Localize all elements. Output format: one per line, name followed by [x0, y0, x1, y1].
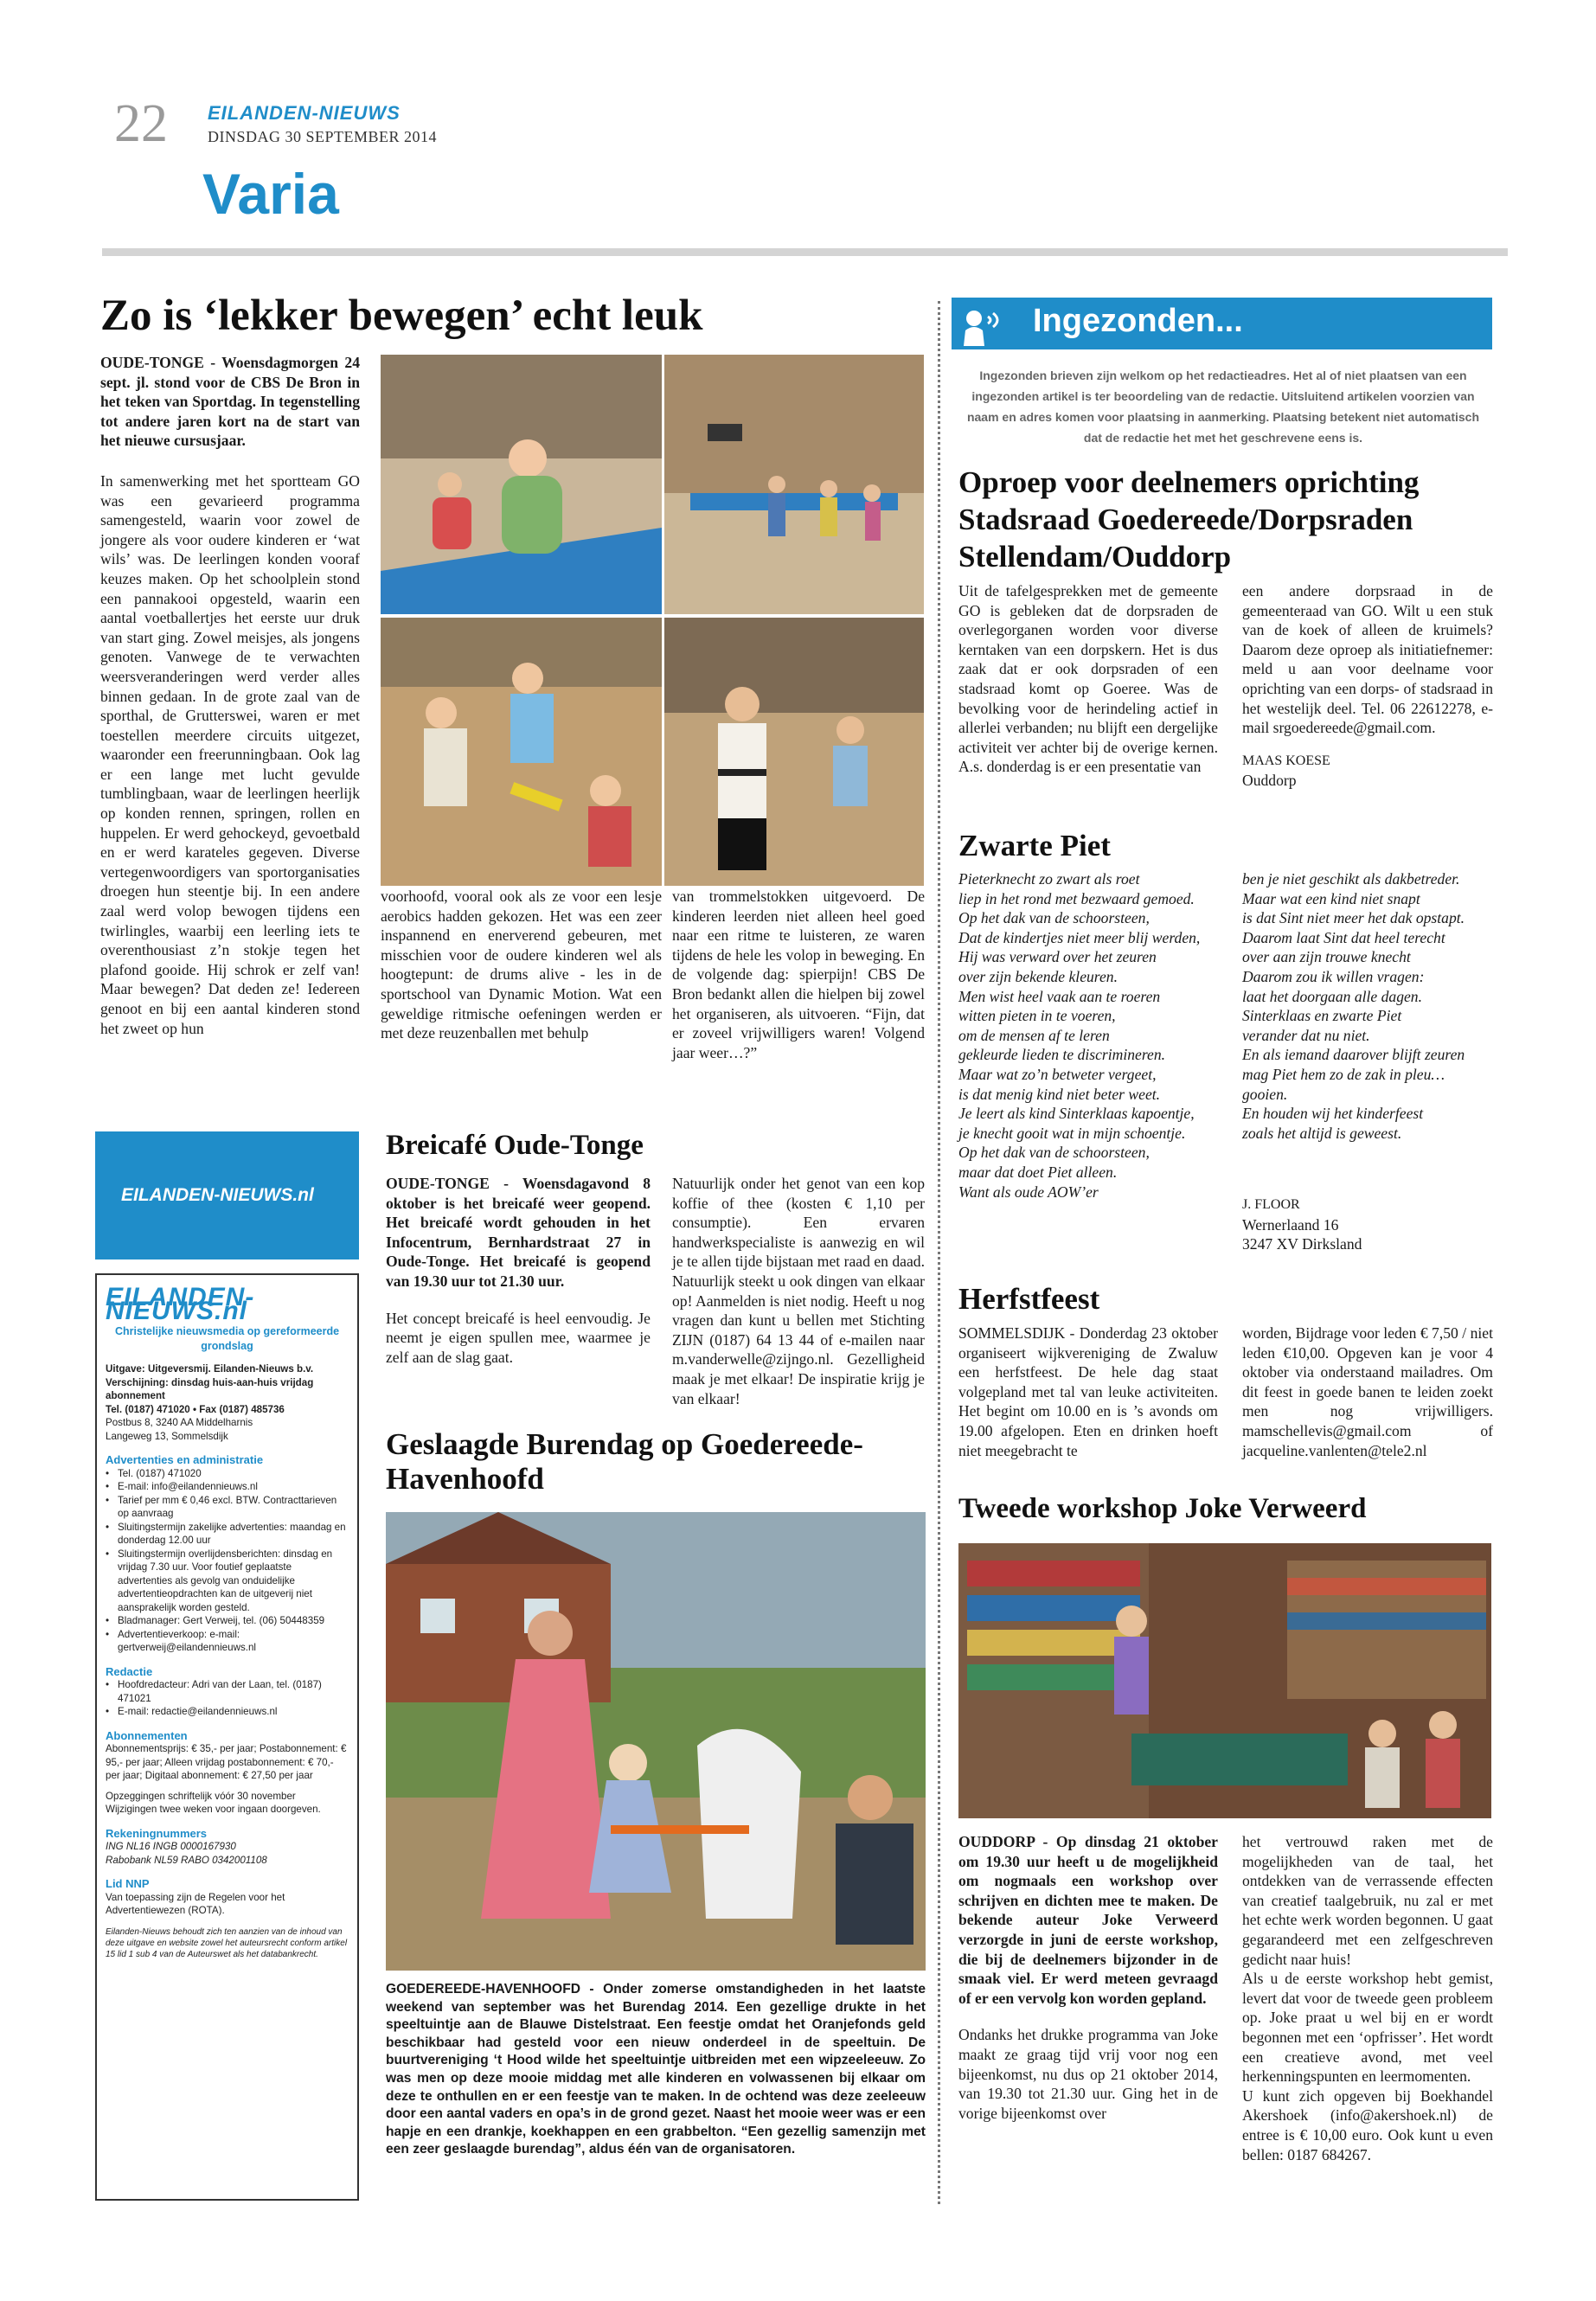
colophon-masthead: EILANDEN-NIEUWS.nl — [106, 1283, 255, 1325]
colophon-logo-text: EILANDEN-NIEUWS.nl — [121, 1185, 314, 1205]
header-rule — [102, 248, 1508, 256]
oproep-headline: Oproep voor deelnemers oprichting Stadsraad Goedereede/Dorpsraden Stellendam/Ouddorp — [958, 465, 1420, 574]
colophon-tagline: Christelijke nieuwsmedia op gereformeerde grondslag — [114, 1325, 340, 1352]
piet-street: Wernerlaand 16 — [1242, 1215, 1339, 1234]
colophon-adv-item: • E-mail: info@eilandennieuws.nl — [106, 1480, 349, 1494]
paper-logo: EILANDEN-NIEUWS — [208, 102, 401, 124]
oproep-place: Ouddorp — [1242, 772, 1297, 790]
sport-column-1 — [100, 353, 360, 1038]
burendag-photo — [386, 1512, 926, 1971]
colophon-adv-item: • Bladmanager: Gert Verweij, tel. (06) 50448359 — [106, 1614, 349, 1628]
sport-photo-freerunning — [664, 355, 924, 614]
workshop-headline: Tweede workshop Joke Verweerd — [958, 1493, 1367, 1524]
megaphone-icon — [958, 306, 1010, 346]
workshop-column-2: het vertrouwd raken met de mogelijkheden van de taal, het ontdekken van de verrassende effecten van creatief taalgebruik, nu zal er met het echte werk worden begonnen. U gaat gegarandeerd met een zelfgeschreven gedicht naar huis! Als u de eerste workshop hebt gemist, levert dat voor de tweede geen probleem op. Joke praat u wel bij en er wordt begonnen met een ‘opfrisser’. Het wordt een creatieve avond, met veel herkenningspunten en leermomenten. U kunt zich opgeven bij Boekhandel Akershoek (info@akershoek.nl) de entree is € 10,00 euro. Ook kunt u even bellen: 0187 684267. — [1242, 1833, 1493, 2163]
colophon-heading-abonnementen: Abonnementen — [106, 1728, 188, 1742]
colophon-adv-item: • Tel. (0187) 471020 — [106, 1467, 349, 1481]
colophon-red-item: • Hoofdredacteur: Adri van der Laan, tel. (0187) 471021 — [106, 1678, 349, 1705]
publication-date: DINSDAG 30 SEPTEMBER 2014 — [208, 128, 438, 145]
oproep-body-2: een andere dorpsraad in de gemeenteraad van GO. Wilt u een stuk van de koek of alleen de kruimels? Daarom deze oproep als initiatiefnemer: meld u aan voor deelname voor oprichting van een dorps- of stadsraad in het westelijk deel. Tel. 06 22612278, e-mail srgoedereede@gmail.com. — [1242, 582, 1493, 737]
workshop-photo — [958, 1543, 1491, 1818]
breicafe-lead: OUDE-TONGE - Woensdagavond 8 oktober is het breicafé weer geopend. Het breicafé wordt gehouden in het Infocentrum, Bernhardstraat 27 in Oude-Tonge. Het breicafé is geopend van 19.30 uur tot 21.30 uur. — [386, 1175, 651, 1290]
burendag-headline: Geslaagde Burendag op Goedereede-Havenhoofd — [386, 1427, 863, 1497]
sport-photo-karate — [664, 618, 924, 886]
colophon-adv-item: • Sluitingstermijn zakelijke advertenties: maandag en donderdag 12.00 uur — [106, 1521, 349, 1548]
colophon-adres: Langeweg 13, Sommelsdijk — [106, 1430, 228, 1442]
breicafe-column-2: Natuurlijk onder het genot van een kop koffie of thee (kosten € 1,10 per consumptie). Een ervaren handwerkspecialiste is aanwezig en wil je te allen tijde bijstaan met raad en daad. Natuurlijk steekt u ook dingen van elkaar op! Aanmelden is niet nodig. Heeft u nog vragen dan kunt u bellen met Stichting ZIJN (0187) 64 13 44 of e-mailen naar m.vanderwelle@zijngo.nl. Gezelligheid maak je met elkaar! De inspiratie krijg je van elkaar! — [672, 1175, 925, 1407]
piet-signature — [1242, 1195, 1493, 1254]
colophon-adv-item: • Advertentieverkoop: e-mail: gertverweij@eilandennieuws.nl — [106, 1628, 349, 1655]
oproep-column-1: Uit de tafelgesprekken met de gemeente GO is gebleken dat de dorpsraden de overlegorganen worden voor diverse kerntaken van een dorpskern. Het is dus zaak dat er ook dorpsraden of een stadsraad komt op Goeree. Was de bevolking voor de herindeling actief in allerlei verbanden; nu blijft een dergelijke activiteit ver achter bij de overige kernen. A.s. donderdag is er een presentatie van — [958, 582, 1218, 776]
colophon-adv-item: • Tarief per mm € 0,46 excl. BTW. Contracttarieven op aanvraag — [106, 1494, 349, 1521]
piet-author: J. FLOOR — [1242, 1197, 1300, 1212]
oproep-column-2 — [1242, 581, 1493, 791]
piet-headline: Zwarte Piet — [958, 829, 1111, 862]
sport-headline: Zo is ‘lekker bewegen’ echt leuk — [100, 292, 703, 340]
workshop-body-1: Ondanks het drukke programma van Joke maakt ze graag tijd vrij voor nog een bijeenkomst, nu dus op 21 oktober 2014, van 19.30 tot 21.30 uur. Ging het in de vorige bijeenkomst over — [958, 2026, 1218, 2122]
column-divider — [938, 301, 940, 2204]
piet-city: 3247 XV Dirksland — [1242, 1235, 1362, 1253]
workshop-lead: OUDDORP - Op dinsdag 21 oktober om 19.30 uur heeft u de mogelijkheid om nogmaals een workshop over schrijven en dichten mee te maken. De bekende auteur Joke Verweerd verzorgde in juni de eerste workshop, die bij de deelnemers bijzonder in de smaak viel. Er werd meteen gevraagd of er een vervolg kon worden gepland. — [958, 1833, 1218, 2007]
burendag-body: GOEDEREEDE-HAVENHOOFD - Onder zomerse omstandigheden in het laatste weekend van september was het Burendag 2014. Een gezellige drukte in het speeltuintje aan de Blauwe Distelstraat. Een feestje omdat het Oranjefonds geld beschikbaar had gesteld voor een nieuw onderdeel in de speeltuin. De buurtvereniging ‘t Hood wilde het speeltuintje uitbreiden met een wipzeeleeuw. Zo was men op deze mooie middag met alle kinderen en volwassenen bij elkaar om deze te onthullen en er een feestje van te maken. In de ochtend was deze zeeleeuw door een aantal vaders en opa’s in de grond gezet. Naast het mooie weer was er een hapje en een drankje, koekhappen en een grabbelton. “Een gezellig samenzijn met een zeer geslaagde burendag”, aldus één van de organisatoren. — [386, 1982, 926, 2157]
sport-photo-hockey — [381, 618, 662, 886]
colophon-nnp: Van toepassing zijn de Regelen voor het Advertentiewezen (ROTA). — [106, 1891, 285, 1916]
colophon-heading-nnp: Lid NNP — [106, 1877, 150, 1890]
colophon-heading-advertenties: Advertenties en administratie — [106, 1453, 264, 1466]
colophon-red-item: • E-mail: redactie@eilandennieuws.nl — [106, 1705, 349, 1719]
sport-body-1: In samenwerking met het sportteam GO was een gevarieerd programma samengesteld, waarin voor zowel de jongere als voor oudere kinderen er ‘wat wils’ was. De leerlingen konden vooraf keuzes maken. Op het schoolplein stond een pannakooi opgesteld, waarin een aantal voetballertjes het eerste uur druk van start ging. Zowel meisjes, als jongens genoten. Vanwege de te verwachten weersveranderingen werd verder alles binnen gedaan. In de grote zaal van de sporthal, de Grutterswei, waren er met toestellen meerdere circuits uitgezet, waaronder een freerunningbaan. Ook lag er een lange met lucht gevulde tumblingbaan, waar de leerlingen heerlijk op konden rennen, springen, rollen en huppelen. Er werd gehockeyd, gevoetbald en er werd karateles gegeven. Diverse vertegenwoordigers van sportorganisaties droegen hun steentje bij. In een andere zaal werd volop bewogen tijdens een twirlingles, waarbij een leerling iets te overenthousiast z’n stokje tegen het plafond gooide. Hij schrok er zelf van! Maar bewegen? Dat deden ze! Iedereen genoot en bij een aantal kinderen stond het zweet op hun — [100, 471, 360, 1037]
colophon-uitgave: Uitgave: Uitgeversmij. Eilanden-Nieuws b.v. — [106, 1363, 314, 1375]
page-number: 22 — [114, 94, 168, 153]
colophon-small-print: Eilanden-Nieuws behoudt zich ten aanzien van de inhoud van deze uitgave en website zowel het auteursrecht conform artikel 15 lid 1 sub 4 van de Auteurswet als het databankrecht. — [106, 1926, 348, 1959]
ingezonden-intro: Ingezonden brieven zijn welkom op het redactieadres. Het al of niet plaatsen van een ingezonden artikel is ter beoordeling van de redactie. Uitsluitend artikelen voorzien van naam en adres komen voor plaatsing in aanmerking. Plaatsing betekent niet automatisch dat de redactie het met het geschrevene eens is. — [966, 369, 1480, 445]
piet-poem-1: Pieterknecht zo zwart als roet liep in het rond met bezwaard gemoed. Op het dak van de schoorsteen, Dat de kindertjes niet meer blij werden, Hij was verward over het zeuren over zijn bekende kleuren. Men wist heel vaak aan te roeren witten pieten in te voeren, om de mensen af te leren gekleurde lieden te discrimineren. Maar wat zo’n betweter vergeet, is dat menig kind niet beter weet. Je leert als kind Sinterklaas kapoentje, je knecht gooit wat in mijn schoentje. Op het dak van de schoorsteen, maar dat doet Piet alleen. Want als oude AOW’er — [958, 870, 1201, 1201]
colophon-heading-rekening: Rekeningnummers — [106, 1826, 208, 1840]
colophon-abo: Abonnementsprijs: € 35,- per jaar; Postabonnement: € 95,- per jaar; Alleen vrijdag postabonnement: € 70,- per jaar; Digitaal abonnement: € 27,50 per jaar — [106, 1743, 347, 1781]
colophon-rek-2: Rabobank NL59 RABO 0342001108 — [106, 1854, 267, 1866]
colophon-rek-1: ING NL16 INGB 0000167930 — [106, 1841, 236, 1852]
breicafe-headline: Breicafé Oude-Tonge — [386, 1130, 644, 1161]
sport-column-2: voorhoofd, vooral ook als ze voor een lesje aerobics hadden gekozen. Het was een zeer inspannend en enerverend gebeuren, met misschien voor de oudere kinderen wel als hoogtepunt: de drums alive - les in de sportschool van Dynamic Motion. Wat een geweldige ritmische oefeningen werden er met deze reuzenballen met behulp — [381, 888, 662, 1042]
breicafe-column-1 — [386, 1174, 651, 1367]
colophon-tel: Tel. (0187) 471020 • Fax (0187) 485736 — [106, 1403, 285, 1415]
herfst-column-1: SOMMELSDIJK - Donderdag 23 oktober organiseert wijkvereniging de Zwaluw een herfstfeest. De hele dag staat volgepland met tal van leuke activiteiten. Het begint om 10.00 en is ’s avonds om 19.00 afgelopen. Eten en drinken hoeft niet meegebracht te — [958, 1324, 1218, 1459]
oproep-author: MAAS KOESE — [1242, 753, 1330, 768]
sport-photo-tumbling — [381, 355, 662, 614]
colophon-opzeg: Opzeggingen schriftelijk vóór 30 november Wijzigingen twee weken voor ingaan doorgeven. — [106, 1790, 321, 1815]
colophon-adv-item: • Sluitingstermijn overlijdensberichten: dinsdag en vrijdag 7.30 uur. Voor foutief geplaatste advertenties als gevolg van onduidelijke advertentieopdrachten kan de uitgeverij niet aansprakelijk worden gesteld. — [106, 1548, 349, 1615]
sport-column-3: van trommelstokken uitgevoerd. De kinderen leerden niet alleen heel goed naar een ritme te luisteren, ze waren tijdens de hele les volop in beweging. En de volgende dag: spierpijn! CBS De Bron bedankt allen die hielpen bij zowel het organiseren, als uitvoeren. “Fijn, dat er zoveel vrijwilligers waren! Volgend jaar weer…?” — [672, 888, 925, 1061]
ingezonden-title: Ingezonden... — [1033, 303, 1243, 339]
workshop-column-1 — [958, 1832, 1218, 2123]
colophon-heading-redactie: Redactie — [106, 1664, 153, 1678]
colophon-postbus: Postbus 8, 3240 AA Middelharnis — [106, 1417, 253, 1428]
piet-poem-2: ben je niet geschikt als dakbetreder. Maar wat een kind niet snapt is dat Sint niet meer het dak opstapt. Daarom laat Sint dat heel terecht over aan zijn trouwe knecht Daarom zou ik willen vragen: laat het doorgaan alle dagen. Sinterklaas en zwarte Piet verander dat nu niet. En als iemand daarover blijft zeuren mag Piet hem zo de zak in pleu… gooien. En houden wij het kinderfeest zoals het altijd is geweest. — [1242, 870, 1465, 1142]
herfst-column-2: worden, Bijdrage voor leden € 7,50 / niet leden €10,00. Opgeven kan je voor 4 oktober via onderstaand mailadres. Om dit feest in goede banen te leiden zoekt men nog vrijwilligers. mamschellevis@gmail.com of jacqueline.vanlenten@tele2.nl — [1242, 1324, 1493, 1459]
section-title: Varia — [202, 162, 339, 226]
sport-lead: OUDE-TONGE - Woensdagmorgen 24 sept. jl. stond voor de CBS De Bron in het teken van Sportdag. In tegenstelling tot andere jaren kort na de start van het nieuwe cursusjaar. — [100, 354, 360, 450]
herfst-headline: Herfstfeest — [958, 1282, 1100, 1316]
colophon-adv-list — [106, 1467, 349, 1655]
colophon-verschijning: Verschijning: dinsdag huis-aan-huis vrijdag abonnement — [106, 1376, 314, 1401]
colophon — [95, 1273, 359, 2201]
colophon-red-list — [106, 1678, 349, 1719]
breicafe-body-1: Het concept breicafé is heel eenvoudig. Je neemt je eigen spullen mee, waarmee je zelf aan de slag gaat. — [386, 1309, 651, 1366]
